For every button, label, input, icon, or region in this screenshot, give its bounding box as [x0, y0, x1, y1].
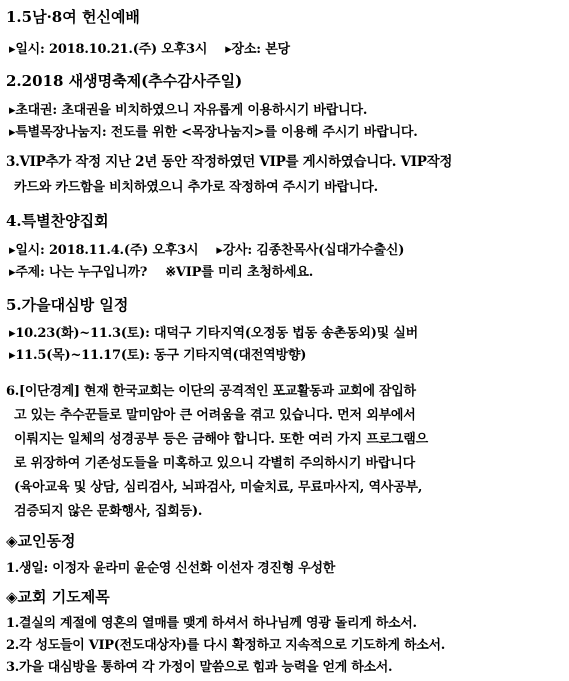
section-6-line-2: 고 있는 추수꾼들로 말미암아 큰 어려움을 겪고 있습니다. 먼저 외부에서 — [14, 408, 416, 423]
section-4-theme: ▸주제: 나는 누구입니까? — [9, 265, 148, 280]
section-6-line-6: 검증되지 않은 문화행사, 집회등). — [14, 504, 203, 519]
section-2-line-2: ▸특별목장나눔지: 전도를 위한 <목장나눔지>를 이용해 주시기 바랍니다. — [9, 125, 418, 140]
bullet-icon: ▸ — [225, 42, 232, 57]
section-5-line-2: ▸11.5(목)~11.17(토): 동구 기타지역(대전역방향) — [9, 348, 307, 363]
section-1-date: 일시: 2018.10.21.(주) 오후3시 — [15, 42, 208, 57]
section-5-title: 5.가을대심방 일정 — [6, 296, 129, 314]
section-4-line-1 — [9, 239, 569, 258]
section-6-line-5: (육아교육 및 상담, 심리검사, 뇌파검사, 미술치료, 무료마사지, 역사공부, — [14, 480, 423, 495]
bullet-icon: ▸ — [9, 42, 16, 57]
section-1-details — [9, 38, 569, 57]
section-2-line-1: ▸초대권: 초대권을 비치하였으니 자유롭게 이용하시기 바랍니다. — [9, 103, 368, 118]
news-birthday-line: 1.생일: 이정자 윤라미 윤순영 신선화 이선자 경진형 우성한 — [6, 561, 335, 576]
section-6-line-3: 이뤄지는 일체의 성경공부 등은 금해야 합니다. 또한 여러 가지 프로그램으 — [14, 432, 428, 447]
prayer-title: ◈교회 기도제목 — [6, 588, 110, 606]
news-title: ◈교인동정 — [6, 532, 76, 550]
prayer-item-3: 3.가을 대심방을 통하여 각 가정이 말씀으로 힘과 능력을 얻게 하소서. — [6, 660, 393, 675]
section-4-title: 4.특별찬양집회 — [6, 212, 109, 230]
section-3-line-2: 카드와 카드함을 비치하였으니 추가로 작정하여 주시기 바랍니다. — [14, 180, 378, 195]
prayer-item-2: 2.각 성도들이 VIP(전도대상자)를 다시 확정하고 지속적으로 기도하게 하소서. — [6, 638, 446, 653]
section-2-title: 2.2018 새생명축제(추수감사주일) — [6, 72, 243, 90]
section-3-line-1: 3.VIP추가 작정 지난 2년 동안 작정하였던 VIP를 게시하였습니다. VIP작정 — [6, 154, 453, 170]
section-4-date: ▸일시: 2018.11.4.(주) 오후3시 — [9, 243, 199, 258]
section-1-title: 1.5남·8여 헌신예배 — [6, 8, 140, 26]
section-1-place: 장소: 본당 — [231, 42, 290, 57]
section-4-speaker: ▸강사: 김종찬목사(십대가수출신) — [216, 243, 405, 258]
section-6-line-4: 로 위장하여 기존성도들을 미혹하고 있으니 각별히 주의하시기 바랍니다 — [14, 456, 416, 471]
section-4-line-2 — [9, 261, 569, 280]
section-5-line-1: ▸10.23(화)~11.3(토): 대덕구 기타지역(오정동 법동 송촌동외)및 실버 — [9, 326, 419, 341]
prayer-item-1: 1.결실의 계절에 영혼의 열매를 맺게 하셔서 하나님께 영광 돌리게 하소서. — [6, 616, 417, 631]
section-6-line-1: 6.[이단경계] 현재 한국교회는 이단의 공격적인 포교활동과 교회에 잠입하 — [6, 384, 416, 399]
section-4-note: ※VIP를 미리 초청하세요. — [165, 265, 314, 280]
